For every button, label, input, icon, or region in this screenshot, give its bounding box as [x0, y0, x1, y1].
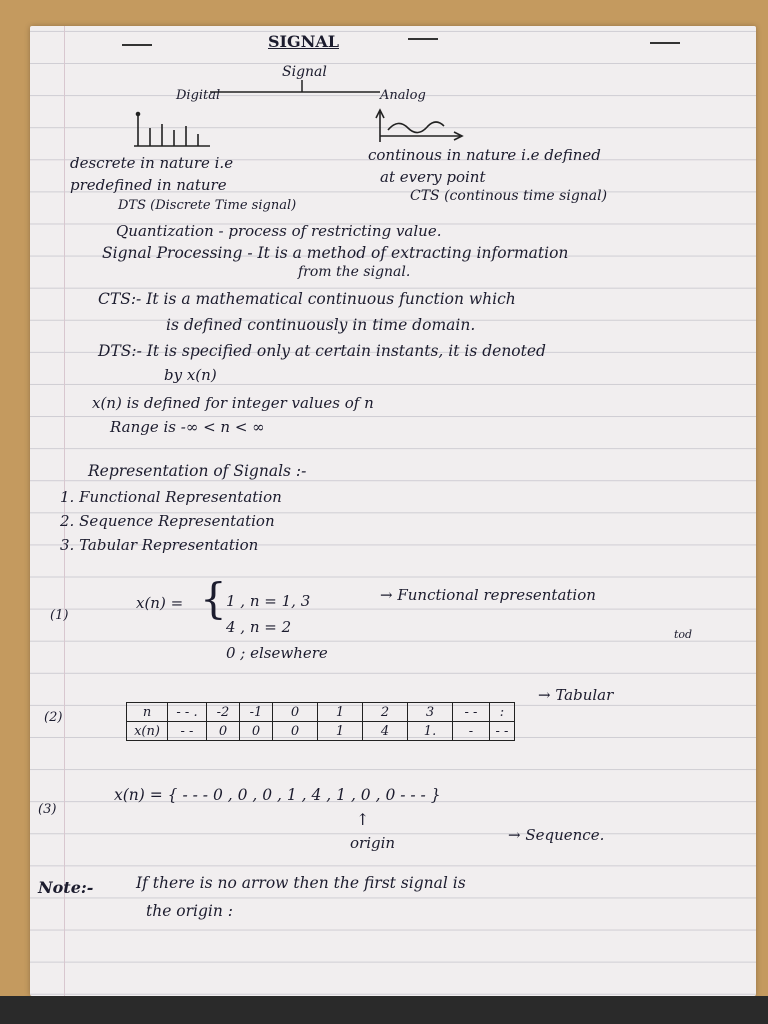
tabular-table: [126, 702, 515, 741]
table-cell: 0: [273, 722, 318, 741]
note-line-1: If there is no arrow then the first signal is: [136, 874, 466, 892]
def-quantization: Quantization - process of restricting value.: [116, 222, 442, 240]
table-cell: -2: [207, 703, 240, 722]
tabular-num: (2): [44, 710, 63, 725]
representation-item-2: 2. Sequence Representation: [60, 512, 275, 530]
analog-desc-2: at every point: [380, 168, 486, 186]
sequence-num: (3): [38, 802, 57, 817]
functional-label: → Functional representation: [380, 586, 596, 604]
tabular-label: → Tabular: [538, 686, 614, 704]
margin-note: tod: [674, 628, 693, 641]
representation-item-3: 3. Tabular Representation: [60, 536, 259, 554]
table-row: [127, 722, 515, 741]
analog-desc-1: continous in nature i.e defined: [368, 146, 601, 164]
table-cell: 0: [273, 703, 318, 722]
table-cell: x(n): [127, 722, 168, 741]
notebook-page: [30, 26, 756, 996]
def-xn: x(n) is defined for integer values of n: [92, 394, 374, 412]
def-dts-2: by x(n): [164, 366, 217, 384]
table-cell: -1: [240, 703, 273, 722]
table-cell: - - .: [168, 703, 207, 722]
tree-left: Digital: [176, 88, 221, 103]
table-cell: 4: [363, 722, 408, 741]
analog-desc-3: CTS (continous time signal): [410, 188, 608, 204]
def-cts-2: is defined continuously in time domain.: [166, 316, 476, 334]
table-cell: 1.: [408, 722, 453, 741]
digital-desc-1: descrete in nature i.e: [70, 154, 234, 172]
note-line-2: the origin :: [146, 902, 234, 920]
tree-root: Signal: [282, 64, 327, 80]
def-signal-processing-2: from the signal.: [298, 264, 411, 280]
table-cell: 1: [318, 722, 363, 741]
table-cell: 0: [240, 722, 273, 741]
table-row: [127, 703, 515, 722]
functional-lhs: x(n) =: [136, 594, 184, 612]
sequence-expr: x(n) = { - - - 0 , 0 , 0 , 1 , 4 , 1 , 0 , 0 - - - }: [114, 786, 441, 804]
sequence-label: → Sequence.: [508, 826, 605, 844]
table-cell: n: [127, 703, 168, 722]
table-cell: 0: [207, 722, 240, 741]
representation-item-1: 1. Functional Representation: [60, 488, 282, 506]
digital-desc-2: predefined in nature: [70, 176, 227, 194]
bottom-band: [0, 996, 768, 1024]
table-cell: 1: [318, 703, 363, 722]
table-cell: :: [490, 703, 515, 722]
table-cell: - -: [453, 703, 490, 722]
table-cell: - -: [168, 722, 207, 741]
note-label: Note:-: [38, 878, 94, 897]
def-cts: CTS:- It is a mathematical continuous function which: [98, 290, 516, 308]
def-range: Range is -∞ < n < ∞: [110, 418, 265, 436]
table-cell: - -: [490, 722, 515, 741]
arrow-up-icon: ↑: [356, 810, 370, 829]
functional-case-1: 1 , n = 1, 3: [226, 592, 311, 610]
functional-case-3: 0 ; elsewhere: [226, 644, 328, 662]
digital-desc-3: DTS (Discrete Time signal): [118, 198, 297, 213]
representation-heading: Representation of Signals :-: [88, 462, 307, 480]
functional-case-2: 4 , n = 2: [226, 618, 292, 636]
table-cell: 3: [408, 703, 453, 722]
table-cell: -: [453, 722, 490, 741]
def-dts: DTS:- It is specified only at certain instants, it is denoted: [98, 342, 546, 360]
brace: {: [200, 574, 227, 623]
page-title: SIGNAL: [268, 32, 339, 51]
margin-line: [64, 26, 65, 996]
tree-right: Analog: [380, 88, 426, 103]
functional-num: (1): [50, 608, 69, 623]
def-signal-processing: Signal Processing - It is a method of extracting information: [102, 244, 569, 262]
table-cell: 2: [363, 703, 408, 722]
sequence-origin: origin: [350, 834, 396, 852]
